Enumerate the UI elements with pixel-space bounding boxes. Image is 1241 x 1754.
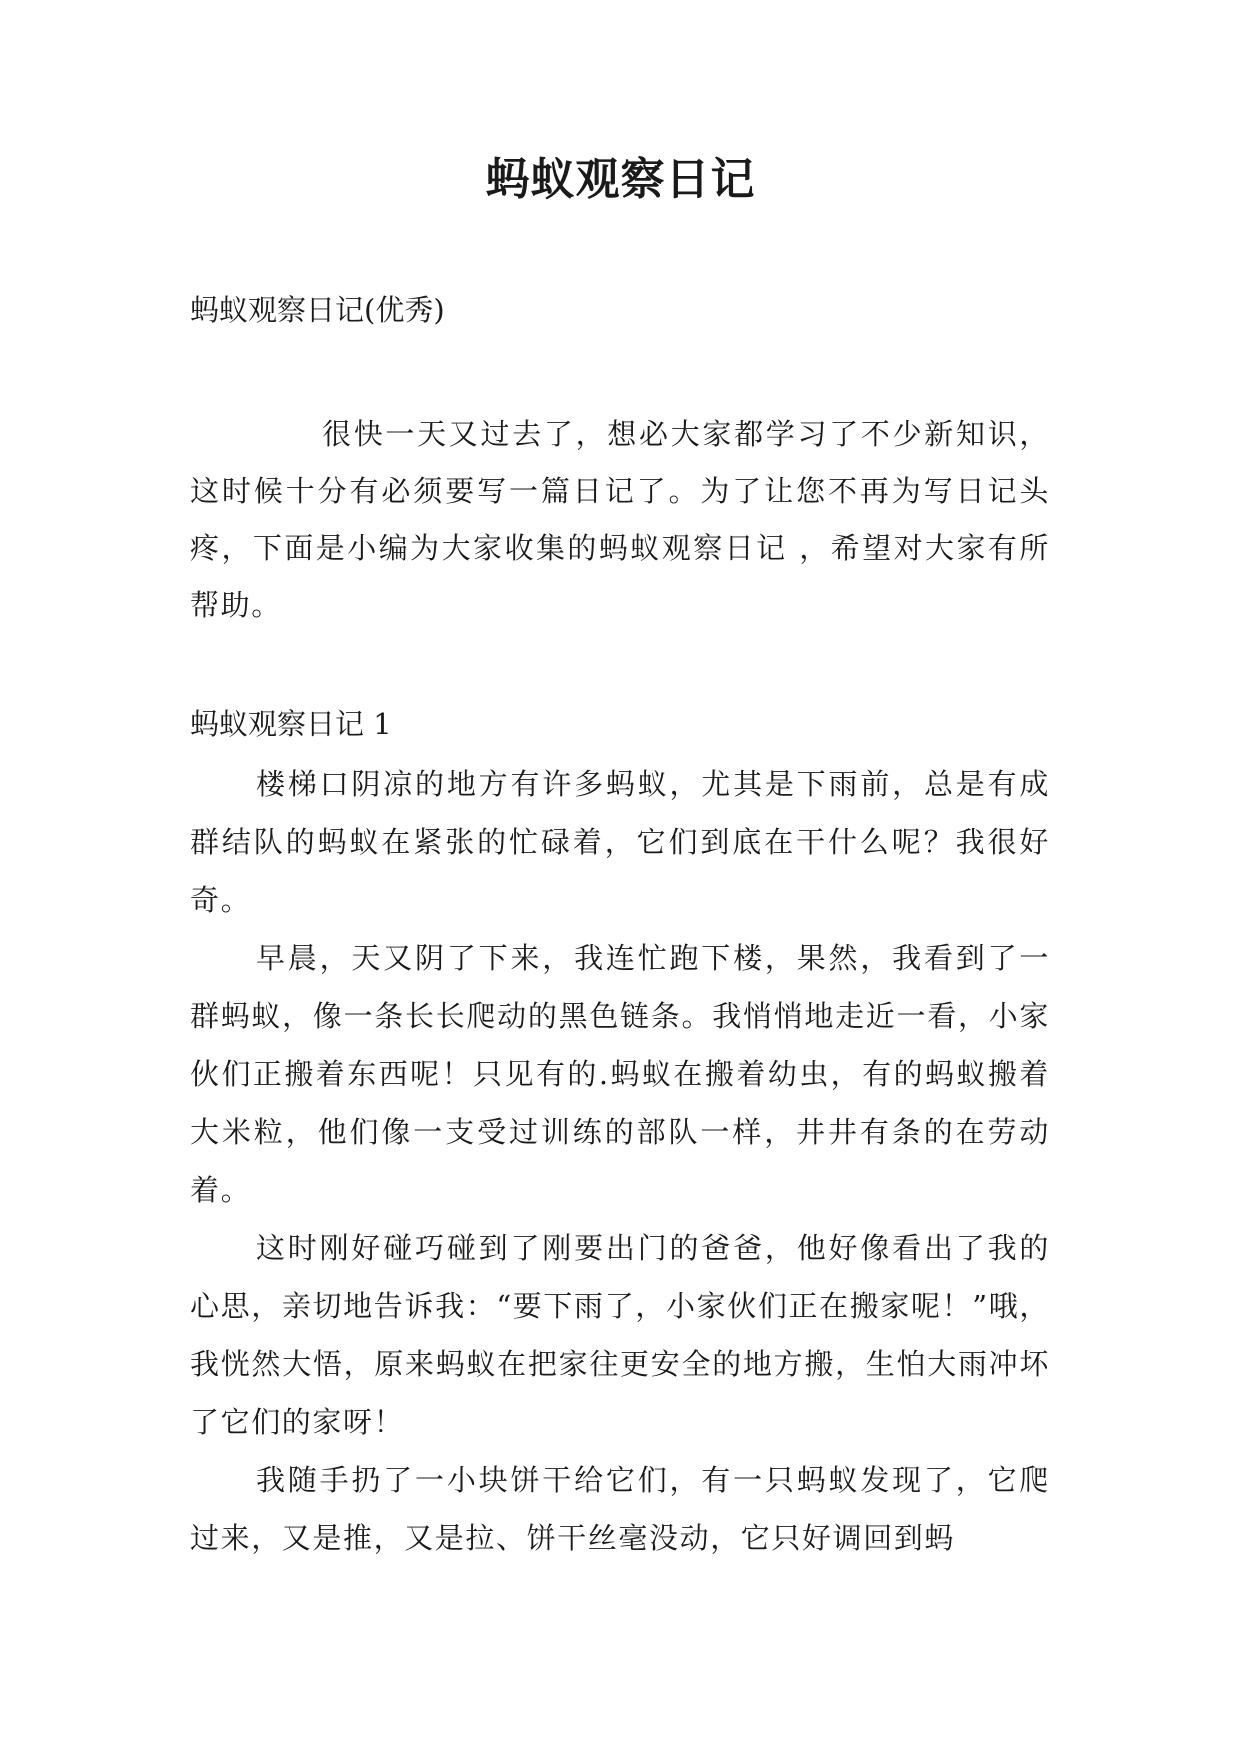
diary-body xyxy=(190,755,1050,1567)
body-paragraph: 楼梯口阴凉的地方有许多蚂蚁，尤其是下雨前，总是有成群结队的蚂蚁在紧张的忙碌着，它们到底在干什么呢？我很好奇。 xyxy=(190,767,1050,917)
body-paragraph: 早晨，天又阴了下来，我连忙跑下楼，果然，我看到了一群蚂蚁，像一条长长爬动的黑色链条。我悄悄地走近一看，小家伙们正搬着东西呢！只见有的.蚂蚁在搬着幼虫，有的蚂蚁搬着大米粒，他们像一支受过训练的部队一样，井井有条的在劳动着。 xyxy=(190,941,1050,1207)
document-subtitle: 蚂蚁观察日记(优秀) xyxy=(190,293,445,327)
body-paragraph: 这时刚好碰巧碰到了刚要出门的爸爸，他好像看出了我的心思，亲切地告诉我：“要下雨了，小家伙们正在搬家呢！”哦，我恍然大悟，原来蚂蚁在把家往更安全的地方搬，生怕大雨冲坏了它们的家呀！ xyxy=(190,1231,1050,1439)
body-paragraph: 我随手扔了一小块饼干给它们，有一只蚂蚁发现了，它爬过来，又是推，又是拉、饼干丝毫没动，它只好调回到蚂 xyxy=(190,1463,1050,1555)
section-heading: 蚂蚁观察日记 1 xyxy=(190,707,392,741)
document-title: 蚂蚁观察日记 xyxy=(485,154,756,205)
intro-paragraph: 很快一天又过去了，想必大家都学习了不少新知识，这时候十分有必须要写一篇日记了。为了让您不再为写日记头疼，下面是小编为大家收集的蚂蚁观察日记 ，希望对大家有所帮助。 xyxy=(190,417,1050,622)
